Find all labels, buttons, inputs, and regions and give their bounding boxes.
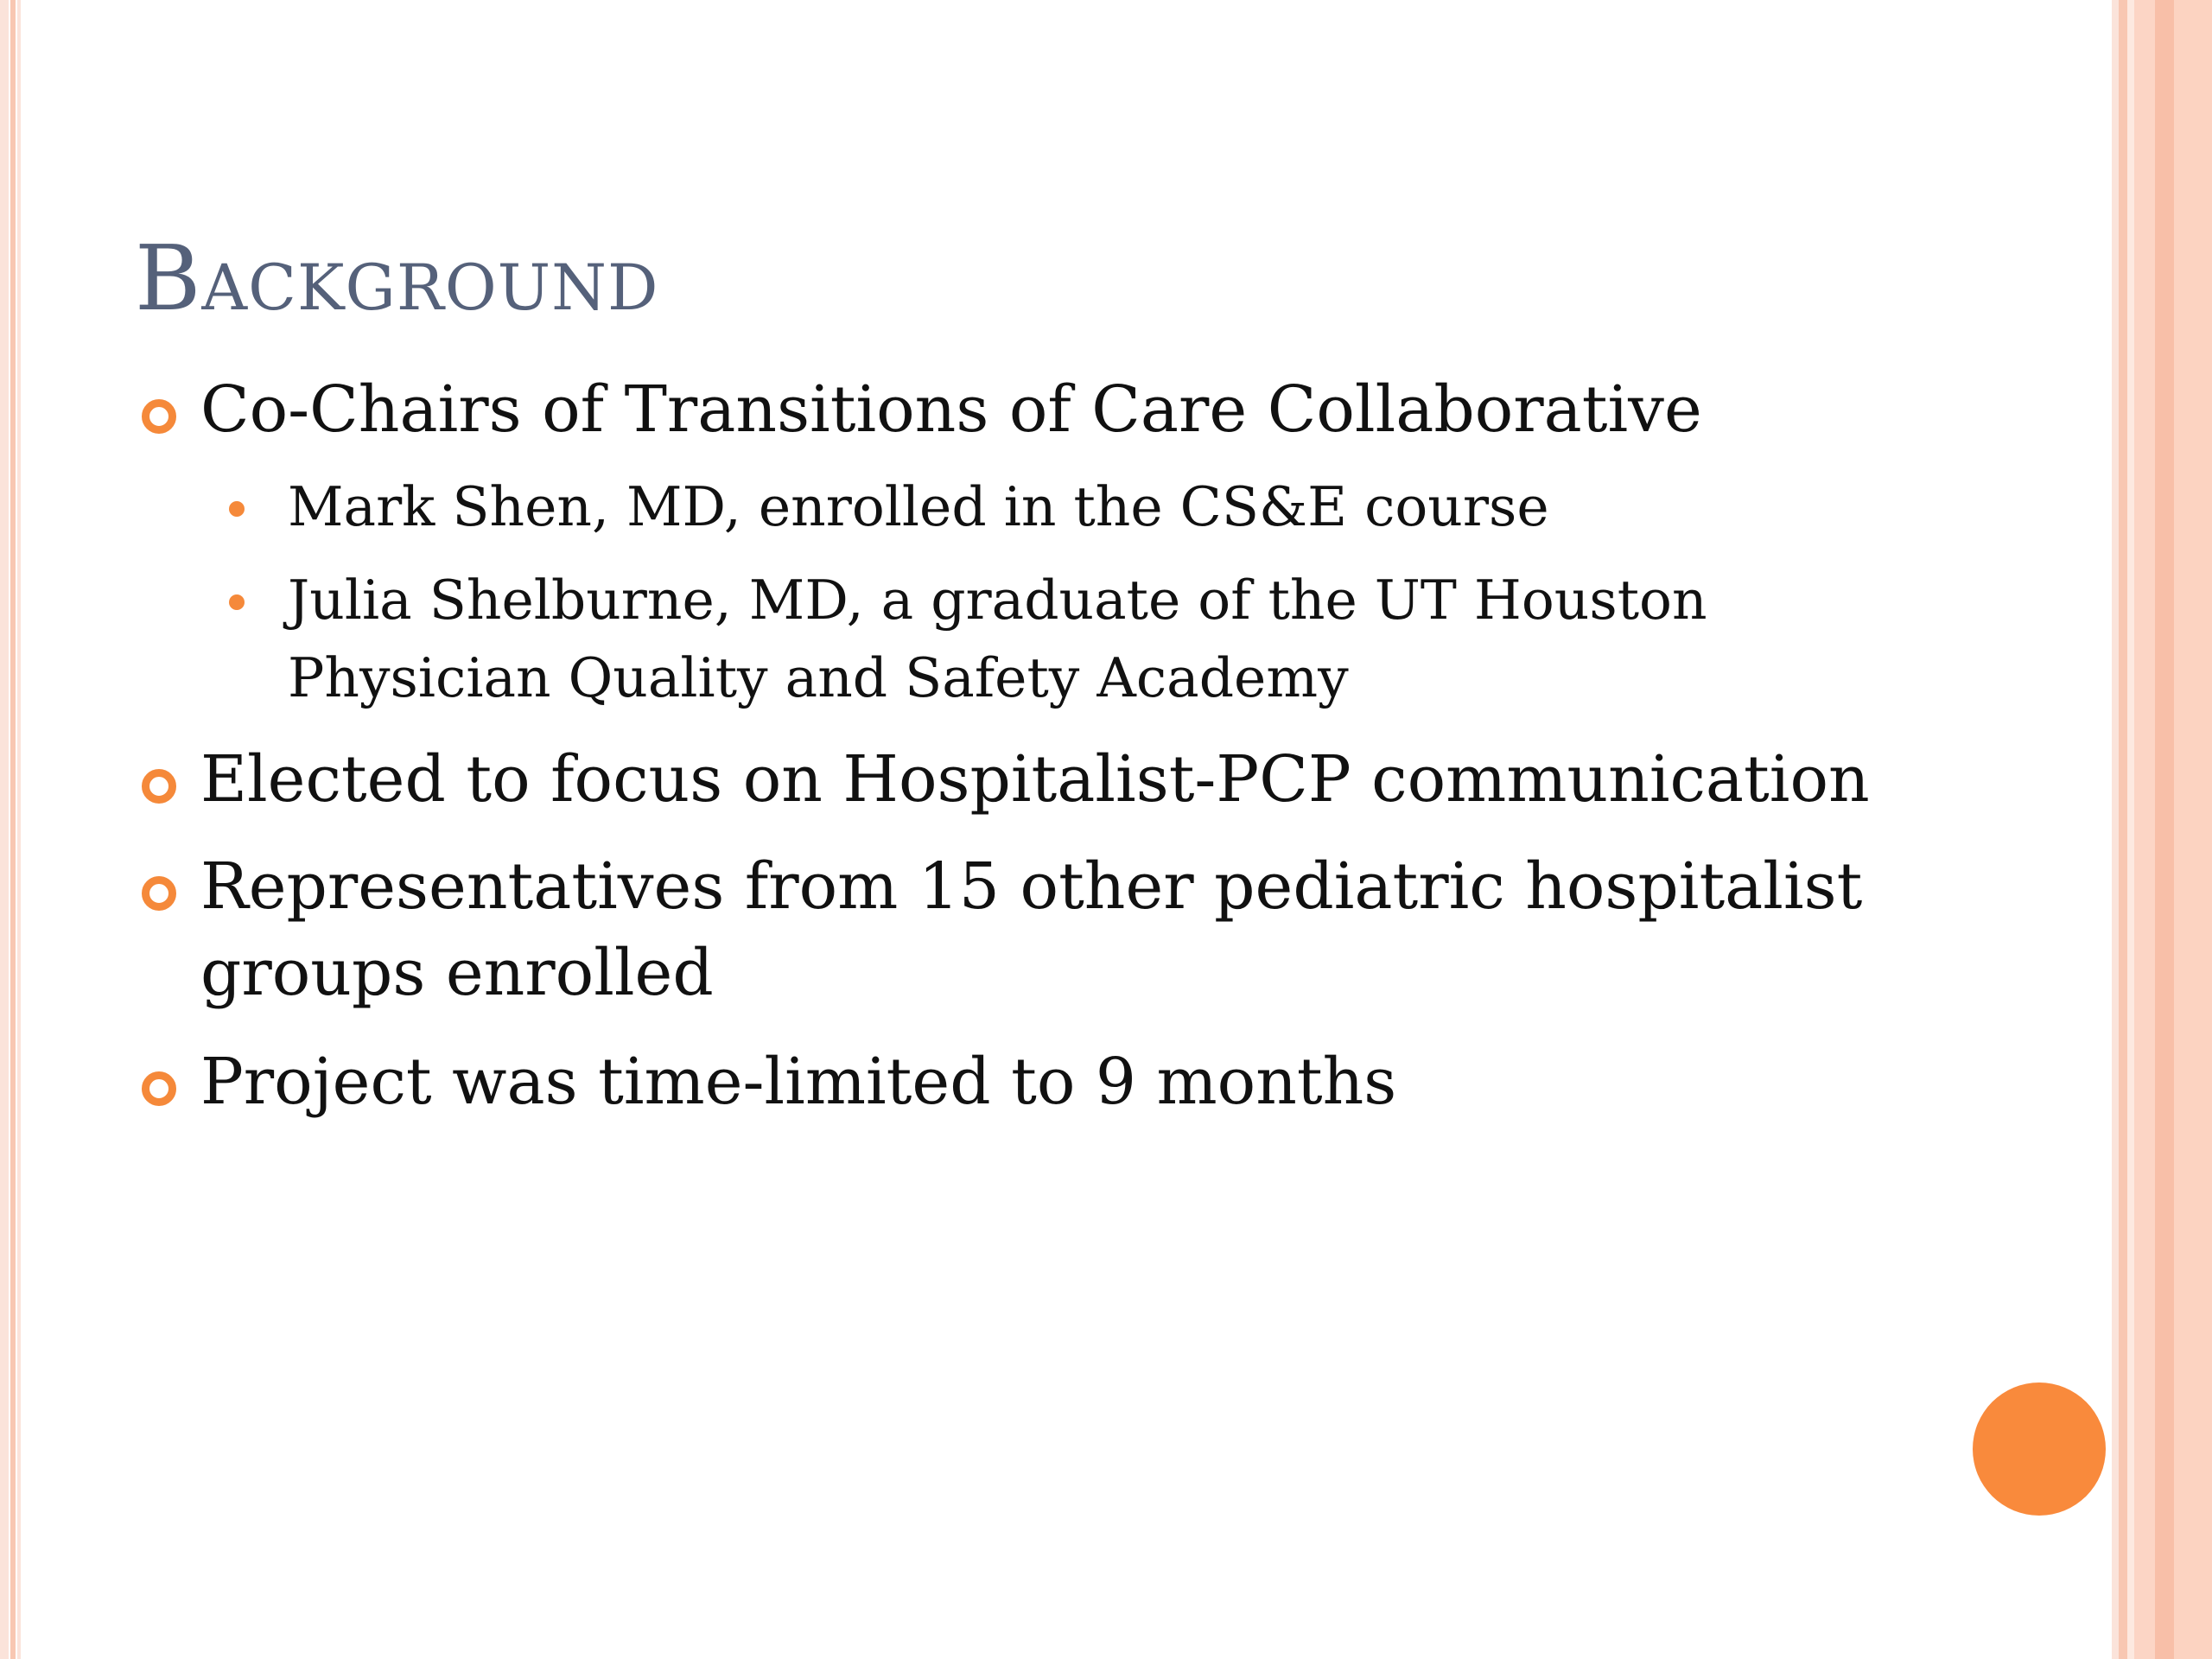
left-border-stripe — [0, 0, 9, 1659]
sub-bullet-2-text — [288, 562, 1707, 717]
sub-bullet-2-line-1: Julia Shelburne, MD, a graduate of the UT Houston — [288, 569, 1707, 632]
bullet-ring-icon — [142, 399, 176, 434]
bullet-ring-icon — [142, 876, 176, 911]
bullet-3-text — [200, 843, 1862, 1016]
bullet-2-line-1: Elected to focus on Hospitalist-PCP communication — [200, 742, 1870, 817]
sub-bullet-dot-icon — [229, 501, 245, 517]
right-border-stripe — [2134, 0, 2155, 1659]
right-border-stripe — [2127, 0, 2134, 1659]
bullet-2-text — [200, 736, 1870, 823]
bullet-ring-icon — [142, 769, 176, 804]
right-border-stripe — [2155, 0, 2174, 1659]
sub-bullet-2-line-2: Physician Quality and Safety Academy — [288, 646, 1349, 709]
left-border-stripe — [10, 0, 16, 1659]
right-border-stripe — [2174, 0, 2212, 1659]
bullet-1-text: Co-Chairs of Transitions of Care Collaborative — [200, 372, 1702, 447]
bullet-3-line-2: groups enrolled — [200, 936, 714, 1010]
right-border-stripe — [2112, 0, 2119, 1659]
bullet-3-line-1: Representatives from 15 other pediatric hospitalist — [200, 849, 1863, 924]
slide-title: Background — [135, 226, 659, 331]
left-border-stripe — [17, 0, 21, 1659]
sub-bullet-1-text — [288, 468, 1549, 546]
bullet-4-text — [200, 1039, 1396, 1125]
right-border-stripe — [2119, 0, 2127, 1659]
sub-bullet-dot-icon — [229, 594, 245, 610]
sub-bullet-1-line-1: Mark Shen, MD, enrolled in the CS&E course — [288, 475, 1549, 538]
bullet-4-line-1: Project was time-limited to 9 months — [200, 1045, 1397, 1119]
bullet-ring-icon — [142, 1071, 176, 1106]
decorative-orange-circle — [1973, 1382, 2106, 1516]
